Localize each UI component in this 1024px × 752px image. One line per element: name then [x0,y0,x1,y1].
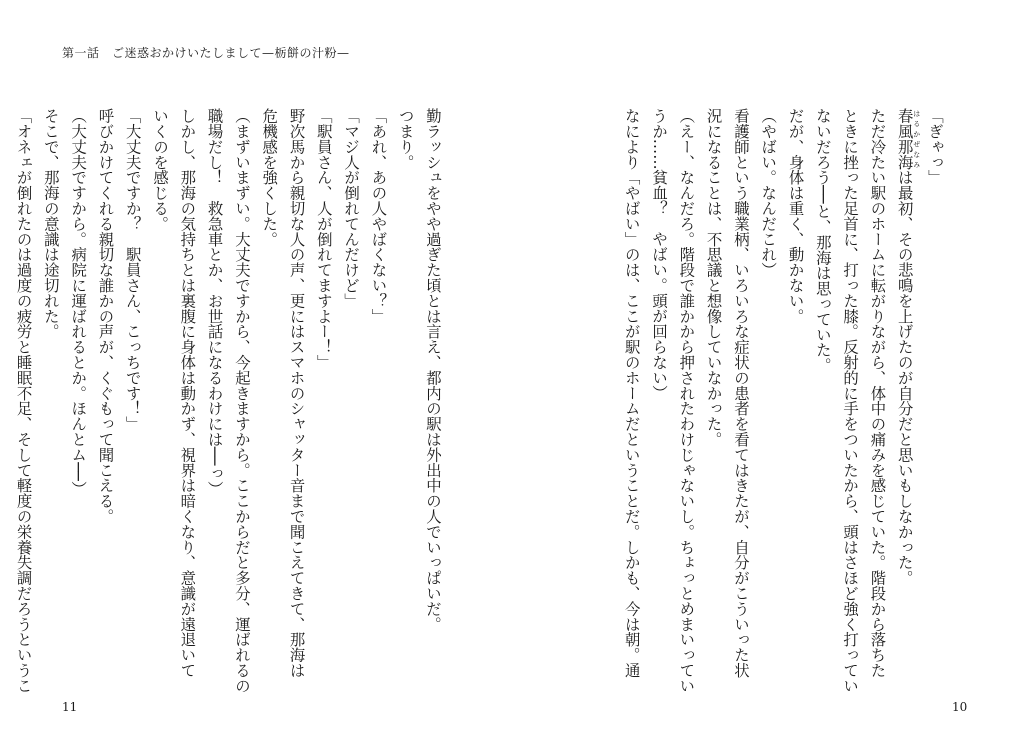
text-line: うか……貧血？ やばい。頭が回らない） [650,108,669,401]
text-line: （やばい。なんだこれ） [759,108,778,278]
text-line: 危機感を強くした。 [260,108,279,247]
text-line: ただ冷たい駅のホームに転がりながら、体中の痛みを感じていた。階段から落ちた [868,108,887,678]
text-line: いくのを感じる。 [151,108,170,232]
text-line: なにより「やばい」のは、ここが駅のホームだということだ。しかも、今は朝。通 [622,108,641,678]
text-line: 「あれ、あの人やばくない？」 [369,108,388,324]
text-line: ないだろう──と、那海は思っていた。 [813,108,832,373]
text-line: ときに挫った足首に、打った膝。反射的に手をついたから、頭はさほど強く打ってい [841,108,860,694]
text-line: つまり。 [396,108,415,170]
text-line: 勤ラッシュをやや過ぎた頃とは言え、都内の駅は外出中の人でいっぱいだ。 [424,108,442,632]
text-line: 看護師という職業柄、いろいろな症状の患者を看てはきたが、自分がこういった状 [731,108,750,678]
text-line: 野次馬から親切な人の声、更にはスマホのシャッター音まで聞こえてきて、那海は [287,108,306,678]
text-line: 「大丈夫ですか？ 駅員さん、こっちです！」 [123,108,142,432]
text-line: （えー、なんだろ。階段で誰かから押されたわけじゃないし。ちょっとめまいってい [677,108,696,694]
text-line: 呼びかけてくれる親切な誰かの声が、くぐもって聞こえる。 [96,108,115,524]
text-line: 「ぎゃっ」 [926,108,944,185]
running-header: 第一話 ご迷惑おかけいたしまして—栃餅の汁粉— [62,46,350,60]
text-line: 春風那海 はるかぜなみは最初、その悲鳴を上げたのが自分だと思いもしなかった。 [895,108,921,586]
text-line: 「マジ人が倒れてんだけど」 [342,108,361,309]
text-line: （まずいまずい。大丈夫ですから、今起きますから。ここからだと多分、運ばれるの [232,108,251,694]
text-line: 「オネェが倒れたのは過度の疲労と睡眠不足、そして軽度の栄養失調だろうというこ [14,108,33,694]
text-line: （大丈夫ですから。病院に運ばれるとか。ほんとム──） [69,108,88,497]
name-reading: はるかぜなみ [912,108,921,170]
page-number-right: 10 [952,700,968,714]
page-right [588,108,948,696]
text-line: だが、身体は重く、動かない。 [786,108,805,324]
text-line: 「駅員さん、人が倒れてますよー！」 [314,108,333,370]
page-number-left: 11 [62,700,78,714]
name-ruby: 春風那海 はるかぜなみ [895,108,921,170]
page-left [14,108,446,696]
text-line: 況になることは、不思議と想像していなかった。 [704,108,723,447]
text-line: しかし、那海の気持ちとは裏腹に身体は動かず、視界は暗くなり、意識が遠退いて [178,108,197,678]
text-line: そこで、那海の意識は途切れた。 [41,108,60,339]
text-line: 職場だし！ 救急車とか、お世話になるわけには──っ） [205,108,224,497]
